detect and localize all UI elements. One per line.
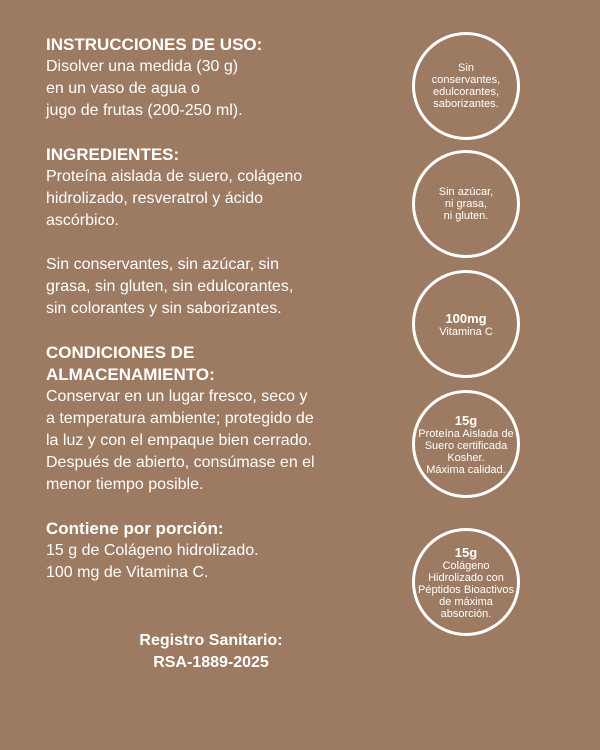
ingredients-line: Proteína aislada de suero, colágeno [46,168,303,185]
badge-line: Kosher. [447,451,485,464]
badge-whey-protein [412,390,520,498]
instructions-section [46,34,376,122]
badge-amount: 100mg [445,310,487,326]
sanitary-registration [46,630,376,674]
badge-vitamin-c [412,270,520,378]
free-from-line: sin colorantes y sin saborizantes. [46,300,282,317]
storage-section [46,342,376,496]
storage-line: a temperatura ambiente; protegido de [46,410,314,427]
per-serving-line: 100 mg de Vitamina C. [46,564,209,581]
free-from-section [46,254,376,320]
badge-line: saborizantes. [433,98,499,110]
storage-heading: CONDICIONES DE [46,343,195,362]
storage-line: Después de abierto, consúmase en el [46,454,315,471]
badge-line: ni grasa, [444,198,488,210]
storage-line: menor tiempo posible. [46,476,204,493]
badge-line: Máxima calidad. [426,463,506,476]
ingredients-line: hidrolizado, resveratrol y ácido [46,190,263,207]
badge-amount: 15g [454,544,478,560]
registro-number: RSA-1889-2025 [153,654,269,671]
ingredients-heading: INGREDIENTES: [46,145,180,164]
instructions-line: jugo de frutas (200-250 ml). [46,102,243,119]
badge-line: Colágeno [442,559,490,572]
ingredients-section [46,144,376,232]
instructions-heading: INSTRUCCIONES DE USO: [46,35,263,54]
badge-line: edulcorantes, [432,86,500,98]
badge-line: Vitamina C [439,325,493,338]
storage-line: la luz y con el empaque bien cerrado. [46,432,312,449]
badge-line: Sin [458,62,474,74]
badge-line: Péptidos Bioactivos [418,583,514,596]
instructions-line: en un vaso de agua o [46,80,200,97]
registro-label: Registro Sanitario: [139,632,283,649]
badge-no-additives [412,32,520,140]
ingredients-line: ascórbico. [46,212,119,229]
label-text-column [46,34,376,606]
storage-line: Conservar en un lugar fresco, seco y [46,388,308,405]
badge-line: Suero certificada [424,439,508,452]
per-serving-line: 15 g de Colágeno hidrolizado. [46,542,259,559]
per-serving-heading: Contiene por porción: [46,519,224,538]
badge-line: absorción. [440,607,492,620]
storage-heading: ALMACENAMIENTO: [46,365,215,384]
badge-line: Hidrolizado con [428,571,504,584]
badge-line: ni gluten. [443,210,489,222]
badge-no-sugar [412,150,520,258]
free-from-line: grasa, sin gluten, sin edulcorantes, [46,278,294,295]
per-serving-section [46,518,376,584]
instructions-line: Disolver una medida (30 g) [46,58,239,75]
free-from-line: Sin conservantes, sin azúcar, sin [46,256,280,273]
badge-collagen [412,528,520,636]
badge-amount: 15g [454,412,478,428]
badge-line: conservantes, [431,74,501,86]
badge-line: de máxima [439,595,493,608]
badge-line: Sin azúcar, [438,186,494,198]
badge-line: Proteína Aislada de [418,427,514,440]
